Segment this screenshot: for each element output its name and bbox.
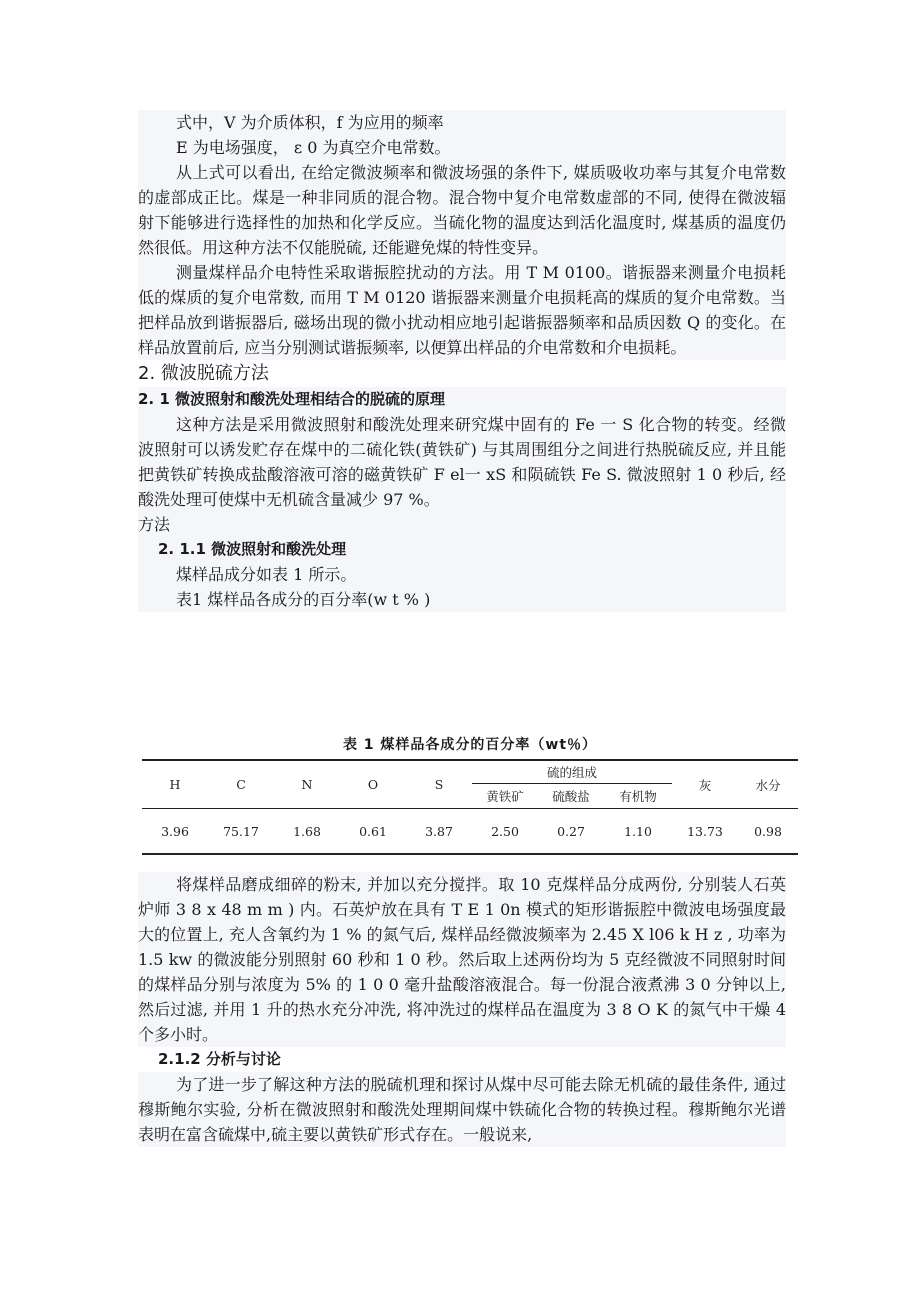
cell-organic: 1.10 bbox=[604, 809, 672, 855]
col-header-o: O bbox=[367, 777, 379, 792]
col-header-c: C bbox=[236, 777, 246, 792]
cell-sulfate: 0.27 bbox=[538, 809, 604, 855]
col-header-water: 水分 bbox=[755, 777, 781, 793]
cell-h: 3.96 bbox=[142, 809, 208, 855]
text-block-analysis bbox=[138, 1072, 786, 1147]
text-block-principle bbox=[138, 412, 786, 537]
paragraph-dielectric: 从上式可以看出, 在给定微波频率和微波场强的条件下, 媒质吸收功率与其复介电常数的虚部成正比。煤是一种非同质的混合物。混合物中复介电常数虚部的不同, 使得在微波辐射下能够进行选择性的加热和化学反应。当硫化物的温度达到活化温度时, 煤基质的温度仍然很低。用这种方法不仅能脱硫, 还能避免煤的特性变异。 bbox=[138, 163, 786, 257]
cell-pyrite: 2.50 bbox=[472, 809, 538, 855]
data-table bbox=[142, 759, 798, 855]
heading-section-2-1-2: 2.1.2 分析与讨论 bbox=[158, 1050, 281, 1068]
word-method: 方法 bbox=[138, 515, 171, 534]
document-upper-section bbox=[138, 110, 786, 612]
cell-ash: 13.73 bbox=[672, 809, 738, 855]
text-block-procedure bbox=[138, 872, 786, 1047]
col-header-n: N bbox=[301, 777, 313, 792]
sub-header-organic: 有机物 bbox=[619, 789, 657, 804]
text-block-formula-notes bbox=[138, 110, 786, 360]
heading-section-2: 2. 微波脱硫方法 bbox=[138, 363, 269, 384]
heading-section-2-1: 2. 1 微波照射和酸洗处理相结合的脱硫的原理 bbox=[138, 387, 786, 412]
col-header-h: H bbox=[169, 777, 181, 792]
document-lower-section bbox=[138, 872, 786, 1147]
table-caption-line: 表1 煤样品各成分的百分率(w t % ) bbox=[176, 590, 431, 609]
paragraph-analysis: 为了进一步了解这种方法的脱硫机理和探讨从煤中尽可能去除无机硫的最佳条件, 通过穆斯鲍尔实验, 分析在微波照射和酸洗处理期间煤中铁硫化合物的转换过程。穆斯鲍尔光谱表明在富含硫煤中,硫主要以黄铁矿形式存在。一般说来, bbox=[138, 1075, 786, 1144]
cell-s: 3.87 bbox=[406, 809, 472, 855]
paragraph-procedure: 将煤样品磨成细碎的粉末, 并加以充分搅拌。取 10 克煤样品分成两份, 分别装人石英炉师 3 8 x 48 m m ) 内。石英炉放在具有 T E 1 0n 模式的矩形谐振腔中微波电场强度最大的位置上, 充人含氧约为 1 % 的氮气后, 煤样品经微波频率为 2.45 X l06 k H z , 功率为 1.5 kw 的微波能分别照射 60 秒和 1 0 秒。然后取上述两份均为 5 克经微波不同照射时间的煤样品分别与浓度为 5% 的 1 0 0 毫升盐酸溶液混合。每一份混合液煮沸 3 0 分钟以上, 然后过滤, 并用 1 升的热水充分冲洗, 将冲洗过的煤样品在温度为 3 8 O K 的氮气中干燥 4 个多小时。 bbox=[138, 875, 786, 1044]
table-title: 表 1 煤样品各成分的百分率（wt％） bbox=[342, 737, 598, 753]
formula-note-line-2: E 为电场强度， ε 0 为真空介电常数。 bbox=[176, 138, 451, 157]
cell-o: 0.61 bbox=[340, 809, 406, 855]
col-header-ash: 灰 bbox=[698, 777, 712, 793]
sub-header-sulfate: 硫酸盐 bbox=[552, 789, 590, 804]
text-block-composition bbox=[138, 562, 786, 612]
paragraph-principle: 这种方法是采用微波照射和酸洗处理来研究煤中固有的 Fe 一 S 化合物的转变。经微波照射可以诱发贮存在煤中的二硫化铁(黄铁矿) 与其周围组分之间进行热脱硫反应, 并且能把黄铁矿转换成盐酸溶液可溶的磁黄铁矿 F el一 xS 和陨硫铁 Fe S. 微波照射 1 0 秒后, 经酸洗处理可使煤中无机硫含量减少 97 %。 bbox=[138, 415, 786, 509]
cell-n: 1.68 bbox=[274, 809, 340, 855]
paragraph-resonator: 测量煤样品介电特性采取谐振腔扰动的方法。用 T M 0100。谐振器来测量介电损耗低的煤质的复介电常数, 而用 T M 0120 谐振器来测量介电损耗高的煤质的复介电常数。当把样品放到谐振器后, 磁场出现的微小扰动相应地引起谐振器频率和品质因数 Q 的变化。在样品放置前后, 应当分别测试谐振频率, 以便算出样品的介电常数和介电损耗。 bbox=[138, 263, 786, 357]
col-header-s: S bbox=[434, 777, 444, 792]
sub-header-pyrite: 黄铁矿 bbox=[486, 789, 524, 804]
table-coal-composition bbox=[142, 731, 798, 855]
heading-section-2-1-1: 2. 1.1 微波照射和酸洗处理 bbox=[138, 537, 786, 562]
composition-line: 煤样品成分如表 1 所示。 bbox=[176, 565, 357, 584]
formula-note-line-1: 式中，V 为介质体积，f 为应用的频率 bbox=[176, 113, 444, 132]
group-header-sulfur: 硫的组成 bbox=[472, 760, 672, 784]
cell-water: 0.98 bbox=[738, 809, 798, 855]
table-row bbox=[142, 809, 798, 855]
cell-c: 75.17 bbox=[208, 809, 274, 855]
